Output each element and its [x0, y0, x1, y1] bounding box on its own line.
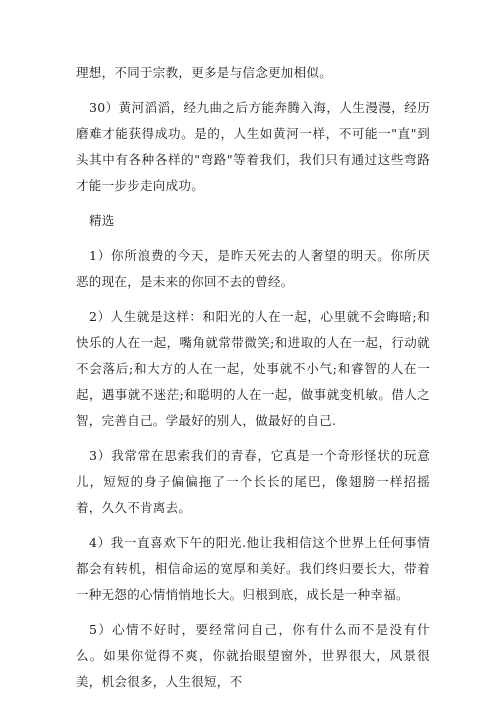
section-heading-selected: 精选	[89, 213, 115, 228]
paragraph-4-afternoon-sun: 4）我一直喜欢下午的阳光.他让我相信这个世界上任何事情都会有转机，相信命运的宽厚和美好。我们终归要长大，带着一种无怨的心情悄悄地长大。归根到底，成长是一种幸福。	[76, 535, 430, 602]
paragraph-30-yellow-river: 30）黄河滔滔，经九曲之后方能奔腾入海，人生漫漫，经历磨难才能获得成功。是的，人生如黄河一样，不可能一"直"到头其中有各种各样的"弯路"等着我们，我们只有通过这些弯路才能一步步走向成功。	[76, 100, 430, 193]
document-body	[76, 60, 430, 704]
paragraph-1-today: 1）你所浪费的今天，是昨天死去的人奢望的明天。你所厌恶的现在，是未来的你回不去的曾经。	[76, 248, 430, 289]
paragraph-ideal-continuation: 理想，不同于宗教，更多是与信念更加相似。	[76, 65, 333, 80]
paragraph-3-youth: 3）我常常在思索我们的青春，它真是一个奇形怪状的玩意儿，短短的身子偏偏拖了一个长长的尾巴，像翅膀一样招摇着，久久不肯离去。	[76, 448, 430, 515]
paragraph-2-life: 2）人生就是这样：和阳光的人在一起，心里就不会晦暗;和快乐的人在一起，嘴角就常带微笑;和进取的人在一起，行动就不会落后;和大方的人在一起，处事就不小气;和睿智的人在一起，遇事就不迷茫;和聪明的人在一起，做事就变机敏。借人之智，完善自己。学最好的别人，做最好的自己.	[76, 309, 430, 428]
paragraph-5-bad-mood: 5）心情不好时，要经常问自己，你有什么而不是没有什么。如果你觉得不爽，你就抬眼望窗外，世界很大，风景很美，机会很多，人生很短，不	[76, 622, 430, 689]
